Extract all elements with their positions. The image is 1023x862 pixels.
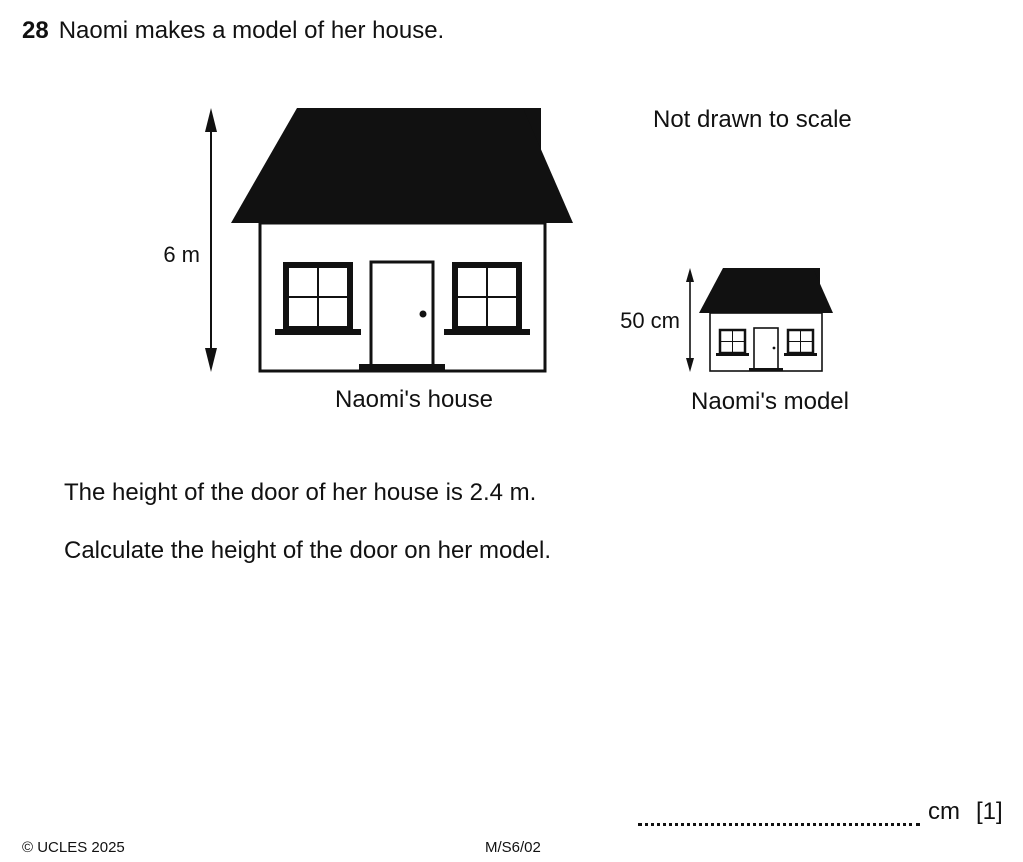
model-roof (699, 268, 833, 313)
answer-line[interactable] (638, 823, 920, 826)
answer-unit: cm (928, 798, 960, 825)
house-height-arrow (205, 108, 217, 372)
house-caption: Naomi's house (335, 386, 493, 413)
model-door (749, 328, 783, 371)
house-height-label: 6 m (163, 242, 200, 267)
instruction-text: Calculate the height of the door on her model. (64, 537, 551, 564)
marks-label: [1] (976, 798, 1003, 825)
model-height-arrow (686, 268, 694, 372)
copyright-footer: © UCLES 2025 (22, 839, 125, 856)
paper-code-footer: M/S6/02 (485, 839, 541, 856)
question-number: 28 (22, 17, 49, 44)
house-left-window (275, 265, 361, 335)
scale-note: Not drawn to scale (653, 106, 852, 133)
house-door (359, 262, 445, 371)
house-right-window (444, 265, 530, 335)
naomi-house-drawing (205, 108, 573, 372)
model-caption: Naomi's model (691, 388, 849, 415)
question-stem: Naomi makes a model of her house. (58, 17, 445, 44)
house-roof (231, 108, 573, 223)
model-right-window (784, 330, 817, 356)
model-left-window (716, 330, 749, 356)
model-height-label: 50 cm (620, 308, 680, 333)
naomi-model-drawing (686, 268, 833, 372)
door-height-statement: The height of the door of her house is 2.4 m. (64, 479, 537, 506)
